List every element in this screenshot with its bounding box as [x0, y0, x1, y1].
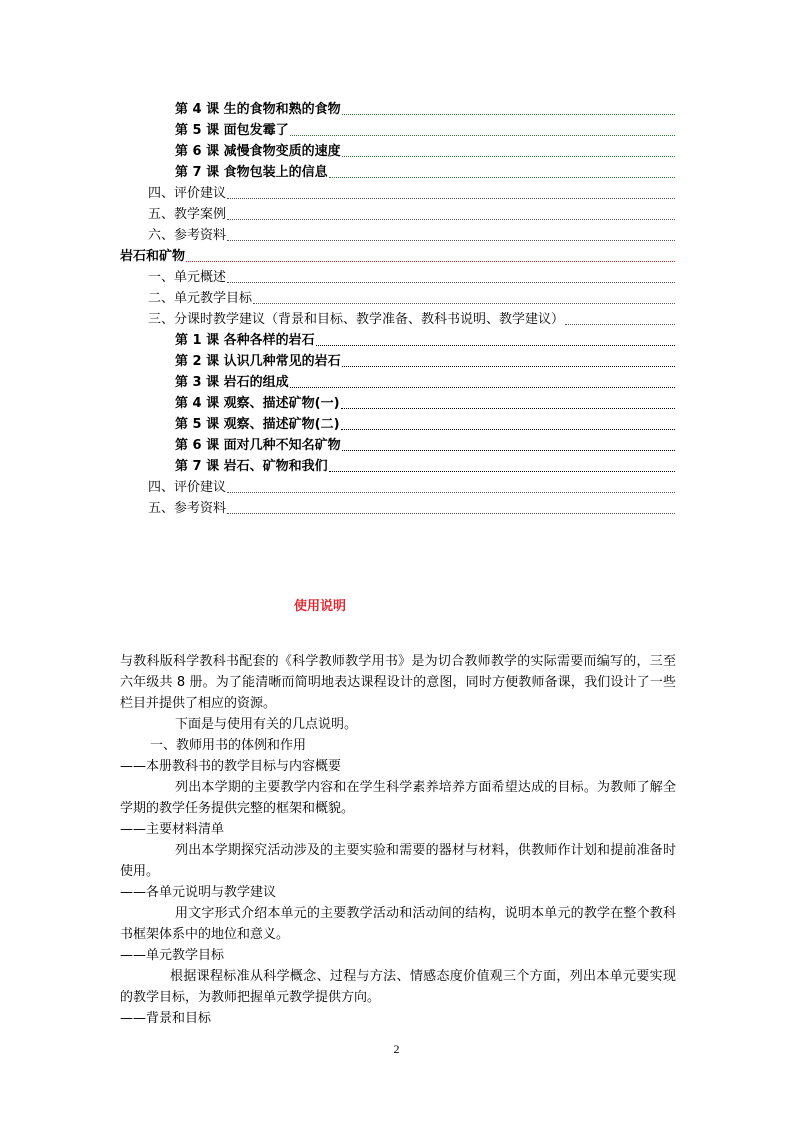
toc-item[interactable] — [148, 203, 675, 223]
leader-dots — [290, 135, 675, 136]
toc-item-label: 三、分课时教学建议（背景和目标、教学准备、教科书说明、教学建议） — [148, 312, 565, 327]
list-heading: ——背景和目标 — [120, 1011, 212, 1026]
leader-dots — [565, 324, 675, 325]
page-number: 2 — [393, 1042, 400, 1056]
toc-item-label: 第 4 课 观察、描述矿物(一) — [175, 396, 340, 411]
toc-item-label: 第 3 课 岩石的组成 — [175, 375, 289, 390]
section-title: 使用说明 — [293, 599, 346, 614]
leader-dots — [316, 345, 675, 346]
leader-dots — [227, 198, 675, 199]
toc-unit-heading[interactable] — [120, 245, 675, 265]
toc-item[interactable] — [148, 224, 675, 244]
leader-dots — [227, 240, 675, 241]
toc-item-label: 五、参考资料 — [148, 501, 227, 516]
subheading: 一、教师用书的体例和作用 — [150, 738, 307, 753]
leader-dots — [227, 219, 675, 220]
toc-item-label: 五、教学案例 — [148, 207, 227, 222]
leader-dots — [253, 303, 675, 304]
leader-dots — [186, 261, 675, 262]
toc-item[interactable] — [148, 308, 675, 328]
toc-item-label: 第 6 课 面对几种不知名矿物 — [175, 438, 341, 453]
list-heading: ——主要材料清单 — [120, 822, 225, 837]
paragraph: 列出本学期探究活动涉及的主要实验和需要的器材与材料，供教师作计划和提前准备时使用。 — [120, 843, 676, 879]
toc-item-label: 二、单元教学目标 — [148, 291, 253, 306]
leader-dots — [341, 429, 675, 430]
paragraph: 列出本学期的主要教学内容和在学生科学素养培养方面希望达成的目标。为教师了解全学期的教学任务提供完整的框架和概貌。 — [120, 780, 676, 816]
leader-dots — [342, 450, 675, 451]
leader-dots — [227, 282, 675, 283]
leader-dots — [329, 471, 675, 472]
list-heading: ——本册教科书的教学目标与内容概要 — [120, 759, 342, 774]
paragraph: 与教科版科学教科书配套的《科学教师教学用书》是为切合教师教学的实际需要而编写的，三至六年级共 8 册。为了能清晰而简明地表达课程设计的意图，同时方便教师备课，我们设计了一些栏目并提供了相应的资源。 — [120, 654, 676, 711]
list-heading: ——单元教学目标 — [120, 948, 225, 963]
paragraph: 用文字形式介绍本单元的主要教学活动和活动间的结构，说明本单元的教学在整个教科书框架体系中的地位和意义。 — [120, 906, 676, 942]
toc-item-label: 四、评价建议 — [148, 480, 227, 495]
list-heading: ——各单元说明与教学建议 — [120, 885, 277, 900]
toc-item-label: 第 7 课 岩石、矿物和我们 — [175, 459, 328, 474]
toc-item[interactable] — [148, 182, 675, 202]
toc-item-label: 第 7 课 食物包装上的信息 — [175, 165, 328, 180]
toc-item-label: 第 6 课 减慢食物变质的速度 — [175, 144, 341, 159]
toc-item-label: 四、评价建议 — [148, 186, 227, 201]
toc-item[interactable] — [175, 350, 675, 370]
leader-dots — [342, 156, 675, 157]
toc-item[interactable] — [175, 161, 675, 181]
toc-item[interactable] — [175, 140, 675, 160]
toc-item-label: 六、参考资料 — [148, 228, 227, 243]
toc-item-label: 第 5 课 观察、描述矿物(二) — [175, 417, 340, 432]
leader-dots — [342, 114, 675, 115]
toc-item[interactable] — [175, 98, 675, 118]
toc-item-label: 岩石和矿物 — [120, 249, 186, 264]
paragraph: 根据课程标准从科学概念、过程与方法、情感态度价值观三个方面，列出本单元要实现的教学目标，为教师把握单元教学提供方向。 — [120, 969, 676, 1005]
toc-item[interactable] — [148, 266, 675, 286]
leader-dots — [290, 387, 675, 388]
toc-item[interactable] — [175, 371, 675, 391]
toc-item-label: 第 1 课 各种各样的岩石 — [175, 333, 315, 348]
toc-item-label: 第 2 课 认识几种常见的岩石 — [175, 354, 341, 369]
leader-dots — [227, 492, 675, 493]
leader-dots — [342, 366, 675, 367]
toc-item[interactable] — [148, 497, 675, 517]
toc-item[interactable] — [175, 434, 675, 454]
toc-item[interactable] — [175, 413, 675, 433]
toc-item[interactable] — [175, 392, 675, 412]
toc-item[interactable] — [148, 476, 675, 496]
toc-item[interactable] — [148, 287, 675, 307]
leader-dots — [341, 408, 675, 409]
toc-item[interactable] — [175, 455, 675, 475]
leader-dots — [329, 177, 675, 178]
toc-item[interactable] — [175, 119, 675, 139]
toc-item-label: 一、单元概述 — [148, 270, 227, 285]
leader-dots — [227, 513, 675, 514]
toc-item-label: 第 4 课 生的食物和熟的食物 — [175, 102, 341, 117]
toc-item[interactable] — [175, 329, 675, 349]
paragraph: 下面是与使用有关的几点说明。 — [175, 717, 358, 732]
toc-item-label: 第 5 课 面包发霉了 — [175, 123, 289, 138]
